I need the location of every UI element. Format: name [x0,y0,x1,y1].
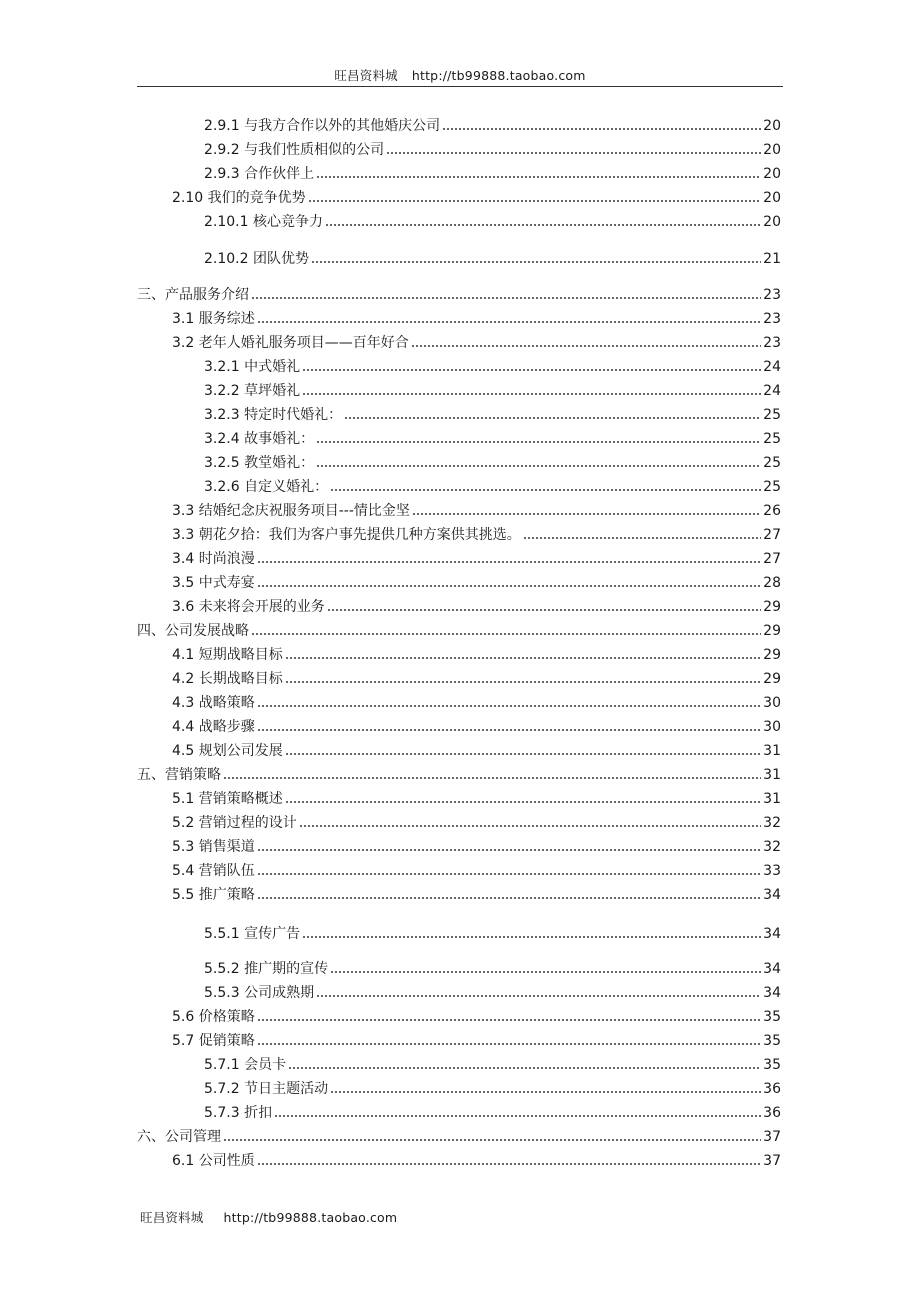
toc-entry-title: 3.4 时尚浪漫 [172,551,255,567]
toc-entry-page-number: 25 [763,455,781,471]
toc-dot-leader [302,391,761,396]
toc-entry-page-number: 37 [763,1153,781,1169]
toc-entry[interactable] [172,812,781,832]
toc-entry-page-number: 35 [763,1009,781,1025]
toc-entry-title: 5.5 推广策略 [172,887,255,903]
toc-entry-page-number: 36 [763,1105,781,1121]
toc-entry-title: 3.2 老年人婚礼服务项目——百年好合 [172,335,409,351]
toc-entry-page-number: 20 [763,214,781,230]
toc-entry[interactable] [204,923,781,943]
toc-entry-title: 3.1 服务综述 [172,311,255,327]
toc-entry[interactable] [172,884,781,904]
toc-dot-leader [223,1137,761,1142]
toc-entry[interactable] [172,596,781,616]
toc-entry-title: 3.2.6 自定义婚礼： [204,479,329,495]
toc-entry[interactable] [137,1126,781,1146]
toc-entry-title: 5.6 价格策略 [172,1009,255,1025]
toc-dot-leader [257,559,761,564]
toc-entry-page-number: 26 [763,503,781,519]
toc-dot-leader [308,198,762,203]
toc-dot-leader [311,259,761,264]
toc-entry[interactable] [172,187,781,207]
toc-dot-leader [285,679,761,684]
toc-entry-title: 4.5 规划公司发展 [172,743,283,759]
toc-entry[interactable] [204,163,781,183]
toc-dot-leader [412,511,761,516]
toc-entry-page-number: 31 [763,767,781,783]
toc-entry-page-number: 32 [763,839,781,855]
header-shop-name: 旺昌资料城 [334,68,398,83]
toc-entry[interactable] [172,1006,781,1026]
toc-entry-page-number: 35 [763,1033,781,1049]
toc-entry-page-number: 30 [763,719,781,735]
toc-dot-leader [299,823,761,828]
toc-entry-title: 2.10 我们的竞争优势 [172,190,306,206]
toc-entry[interactable] [172,572,781,592]
toc-entry-page-number: 20 [763,142,781,158]
toc-entry-title: 四、公司发展战略 [137,623,249,639]
toc-entry[interactable] [172,1150,781,1170]
toc-entry-page-number: 29 [763,647,781,663]
toc-dot-leader [285,751,761,756]
toc-entry-page-number: 20 [763,118,781,134]
toc-entry-page-number: 34 [763,985,781,1001]
toc-entry[interactable] [172,836,781,856]
toc-dot-leader [223,775,761,780]
footer-shop-name: 旺昌资料城 [140,1210,204,1225]
toc-entry-title: 6.1 公司性质 [172,1153,255,1169]
toc-dot-leader [316,463,761,468]
toc-entry[interactable] [172,692,781,712]
toc-entry-page-number: 24 [763,359,781,375]
toc-entry[interactable] [172,716,781,736]
toc-entry[interactable] [172,548,781,568]
toc-entry[interactable] [204,1078,781,1098]
toc-dot-leader [316,439,761,444]
toc-entry[interactable] [204,139,781,159]
toc-entry-page-number: 29 [763,671,781,687]
toc-entry[interactable] [172,644,781,664]
toc-entry-title: 5.7.2 节日主题活动 [204,1081,329,1097]
toc-entry-page-number: 31 [763,791,781,807]
toc-entry-page-number: 27 [763,551,781,567]
toc-entry[interactable] [137,284,781,304]
toc-entry[interactable] [204,1102,781,1122]
toc-entry-title: 3.6 未来将会开展的业务 [172,599,325,615]
toc-dot-leader [302,367,761,372]
toc-entry[interactable] [204,211,781,231]
toc-entry[interactable] [204,452,781,472]
toc-dot-leader [316,993,761,998]
toc-dot-leader [257,895,761,900]
toc-entry-title: 4.2 长期战略目标 [172,671,283,687]
toc-entry-page-number: 35 [763,1057,781,1073]
toc-entry-title: 2.9.1 与我方合作以外的其他婚庆公司 [204,118,441,134]
toc-dot-leader [302,934,761,939]
toc-entry[interactable] [204,428,781,448]
toc-entry-title: 5.5.2 推广期的宣传 [204,961,329,977]
toc-entry[interactable] [172,860,781,880]
toc-entry-title: 2.10.1 核心竞争力 [204,214,323,230]
toc-entry-title: 5.7.1 会员卡 [204,1057,287,1073]
toc-dot-leader [316,174,761,179]
toc-entry-title: 3.2.2 草坪婚礼 [204,383,301,399]
toc-entry-page-number: 23 [763,287,781,303]
toc-entry-title: 2.9.2 与我们性质相似的公司 [204,142,385,158]
toc-entry-page-number: 33 [763,863,781,879]
toc-entry-title: 2.10.2 团队优势 [204,251,309,267]
toc-entry[interactable] [204,404,781,424]
toc-entry-page-number: 36 [763,1081,781,1097]
toc-dot-leader [344,415,761,420]
toc-entry-title: 3.3 朝花夕拾：我们为客户事先提供几种方案供其挑选。 [172,527,521,543]
page-footer [140,1208,397,1226]
toc-entry-title: 3.3 结婚纪念庆祝服务项目---情比金坚 [172,503,410,519]
toc-entry-page-number: 27 [763,527,781,543]
toc-entry[interactable] [204,1054,781,1074]
toc-entry-title: 三、产品服务介绍 [137,287,249,303]
toc-dot-leader [257,703,761,708]
toc-entry-page-number: 24 [763,383,781,399]
toc-entry-page-number: 34 [763,887,781,903]
toc-dot-leader [325,222,761,227]
toc-dot-leader [330,1089,761,1094]
toc-entry-title: 5.1 营销策略概述 [172,791,283,807]
toc-entry[interactable] [204,380,781,400]
toc-entry[interactable] [204,356,781,376]
toc-entry-page-number: 29 [763,623,781,639]
toc-entry-page-number: 20 [763,190,781,206]
toc-dot-leader [257,847,761,852]
toc-entry[interactable] [204,476,781,496]
toc-entry-page-number: 29 [763,599,781,615]
toc-entry-title: 5.7.3 折扣 [204,1105,273,1121]
toc-dot-leader [442,126,761,131]
toc-dot-leader [327,607,761,612]
toc-dot-leader [257,1161,761,1166]
toc-entry[interactable] [172,332,781,352]
toc-entry-page-number: 34 [763,961,781,977]
toc-dot-leader [257,583,761,588]
toc-entry-title: 5.2 营销过程的设计 [172,815,297,831]
toc-dot-leader [257,1017,761,1022]
toc-entry[interactable] [172,788,781,808]
toc-dot-leader [285,799,761,804]
toc-entry[interactable] [204,958,781,978]
toc-entry[interactable] [137,620,781,640]
toc-entry-page-number: 32 [763,815,781,831]
toc-dot-leader [330,969,761,974]
toc-entry-title: 4.1 短期战略目标 [172,647,283,663]
toc-dot-leader [523,535,761,540]
toc-entry-title: 4.4 战略步骤 [172,719,255,735]
toc-dot-leader [257,1041,761,1046]
toc-dot-leader [285,655,761,660]
toc-entry[interactable] [204,248,781,268]
toc-entry-page-number: 31 [763,743,781,759]
toc-entry-title: 3.2.3 特定时代婚礼： [204,407,343,423]
toc-entry[interactable] [172,668,781,688]
toc-entry-title: 3.2.4 故事婚礼： [204,431,315,447]
toc-entry[interactable] [204,115,781,135]
header-url: http://tb99888.taobao.com [411,68,586,83]
toc-entry-title: 3.2.5 教堂婚礼： [204,455,315,471]
toc-entry-page-number: 34 [763,926,781,942]
toc-entry-title: 5.4 营销队伍 [172,863,255,879]
toc-entry-page-number: 25 [763,479,781,495]
toc-entry-title: 2.9.3 合作伙伴上 [204,166,315,182]
toc-entry-page-number: 37 [763,1129,781,1145]
toc-entry-title: 5.7 促销策略 [172,1033,255,1049]
toc-entry[interactable] [172,500,781,520]
toc-entry[interactable] [172,740,781,760]
toc-entry-title: 3.5 中式寿宴 [172,575,255,591]
toc-entry-title: 五、营销策略 [137,767,221,783]
toc-entry-title: 5.3 销售渠道 [172,839,255,855]
toc-entry[interactable] [172,308,781,328]
toc-dot-leader [288,1065,761,1070]
toc-dot-leader [274,1113,761,1118]
toc-entry-title: 5.5.1 宣传广告 [204,926,301,942]
toc-entry[interactable] [172,1030,781,1050]
toc-entry-page-number: 30 [763,695,781,711]
toc-entry-page-number: 25 [763,431,781,447]
toc-dot-leader [251,631,761,636]
toc-dot-leader [257,727,761,732]
toc-entry[interactable] [137,764,781,784]
toc-entry-title: 3.2.1 中式婚礼 [204,359,301,375]
toc-dot-leader [411,343,761,348]
toc-entry-page-number: 25 [763,407,781,423]
toc-dot-leader [330,487,761,492]
footer-url: http://tb99888.taobao.com [223,1210,398,1225]
toc-dot-leader [257,871,761,876]
toc-entry-page-number: 20 [763,166,781,182]
toc-entry[interactable] [172,524,781,544]
toc-entry-title: 5.5.3 公司成熟期 [204,985,315,1001]
toc-entry-page-number: 21 [763,251,781,267]
toc-entry-title: 六、公司管理 [137,1129,221,1145]
toc-dot-leader [251,295,761,300]
toc-entry[interactable] [204,982,781,1002]
toc-entry-page-number: 23 [763,311,781,327]
toc-dot-leader [386,150,761,155]
toc-dot-leader [257,319,761,324]
toc-entry-page-number: 28 [763,575,781,591]
toc-entry-page-number: 23 [763,335,781,351]
toc-entry-title: 4.3 战略策略 [172,695,255,711]
